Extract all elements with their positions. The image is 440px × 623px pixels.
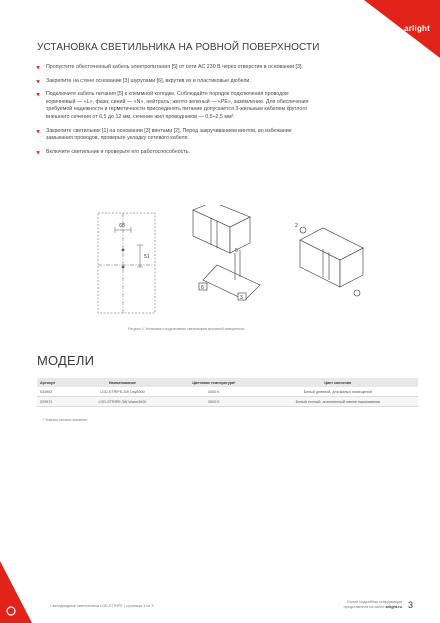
bullet-arrow-icon bbox=[36, 149, 41, 154]
step-item: Закрепите светильник [1] на основании [3] винтами [2]. Перед закручиванием винтов, во избежание замыкания проводов, проверьте укладку сетевого кабеля. bbox=[37, 128, 417, 143]
mounting-dimension-drawing bbox=[98, 213, 155, 313]
table-footnote: * Указана типовое значение. bbox=[43, 418, 88, 422]
site-link[interactable]: arlight.ru bbox=[385, 605, 402, 609]
cell-article: 034983 bbox=[37, 387, 75, 397]
cell-name: LGD-STRIPE-3W Warm3000 bbox=[75, 397, 171, 407]
table-header-row bbox=[37, 378, 418, 387]
cell-color: Белый теплый, аналогичный лампе накаливания bbox=[258, 397, 418, 407]
col-header-article: Артикул bbox=[37, 378, 75, 387]
figure-caption: Рисунок 4. Установка и подключение светильника на ровной поверхности bbox=[128, 327, 245, 331]
cell-name: LGD-STRIPE-3W Day4000 bbox=[75, 387, 171, 397]
bullet-arrow-icon bbox=[36, 65, 41, 70]
logo-text: arlight bbox=[404, 24, 430, 33]
cell-cct: 4000 K bbox=[170, 387, 257, 397]
step-item: Закрепите на стене основание [3] шурупами [6], вкрутив их в пластиковые дюбели. bbox=[37, 78, 417, 86]
bullet-arrow-icon bbox=[36, 78, 41, 83]
footer-document-title: Светодиодные светильники LGD-STRIPE | страница 3 из 3 bbox=[50, 604, 154, 608]
cell-cct: 3000 K bbox=[170, 397, 257, 407]
part-label-2: 2 bbox=[295, 223, 298, 229]
dim-side-label: 51 bbox=[144, 254, 150, 260]
table-row bbox=[37, 397, 418, 407]
step-item: Пропустите обесточенный кабель электропитания [5] от сети AC 230 В через отверстия в основании [3]. bbox=[37, 64, 417, 72]
step-item: Подключите кабель питания [5] к клеммной колодке. Соблюдайте порядок подключения проводов: коричневый — «L», фаза; синий — «N», нейтраль; желто-зеленый — «PE», заземление. Для обеспечения требуемой надежности и герметичности присоединять питание допускается 3-жильным кабелем круглого внешнего сечения от 6,5 до 12 мм, сечение жил проводников — 0,5÷2,5 мм². bbox=[37, 91, 417, 121]
logo-mark-icon: ◐ bbox=[396, 24, 405, 33]
col-header-color: Цвет свечения bbox=[258, 378, 418, 387]
screw-fixing-drawing bbox=[300, 227, 363, 296]
models-heading: МОДЕЛИ bbox=[37, 353, 95, 368]
models-table bbox=[37, 378, 418, 407]
installation-figure bbox=[95, 205, 375, 325]
dim-top-label: 68 bbox=[119, 223, 125, 229]
col-header-name: Наименование bbox=[75, 378, 171, 387]
table-row bbox=[37, 387, 418, 397]
section-heading: УСТАНОВКА СВЕТИЛЬНИКА НА РОВНОЙ ПОВЕРХНОСТИ bbox=[37, 42, 320, 53]
part-label-5: 5 bbox=[235, 248, 238, 254]
footer-corner-shape bbox=[0, 561, 32, 623]
cell-color: Белый дневной, для жилых помещений bbox=[258, 387, 418, 397]
bullet-arrow-icon bbox=[36, 128, 41, 133]
part-label-6: 6 bbox=[201, 285, 204, 291]
footer-site-info: Более подробная информация представлена на сайте arlight.ru bbox=[343, 600, 402, 609]
step-item: Включите светильник и проверьте его работоспособность. bbox=[37, 149, 417, 157]
col-header-cct: Цветовая температура* bbox=[170, 378, 257, 387]
brand-logo bbox=[397, 24, 430, 33]
page-number: 3 bbox=[407, 600, 413, 610]
cell-article: 029972 bbox=[37, 397, 75, 407]
part-label-3: 3 bbox=[240, 295, 243, 301]
bullet-arrow-icon bbox=[36, 92, 41, 97]
instruction-steps bbox=[37, 64, 417, 162]
